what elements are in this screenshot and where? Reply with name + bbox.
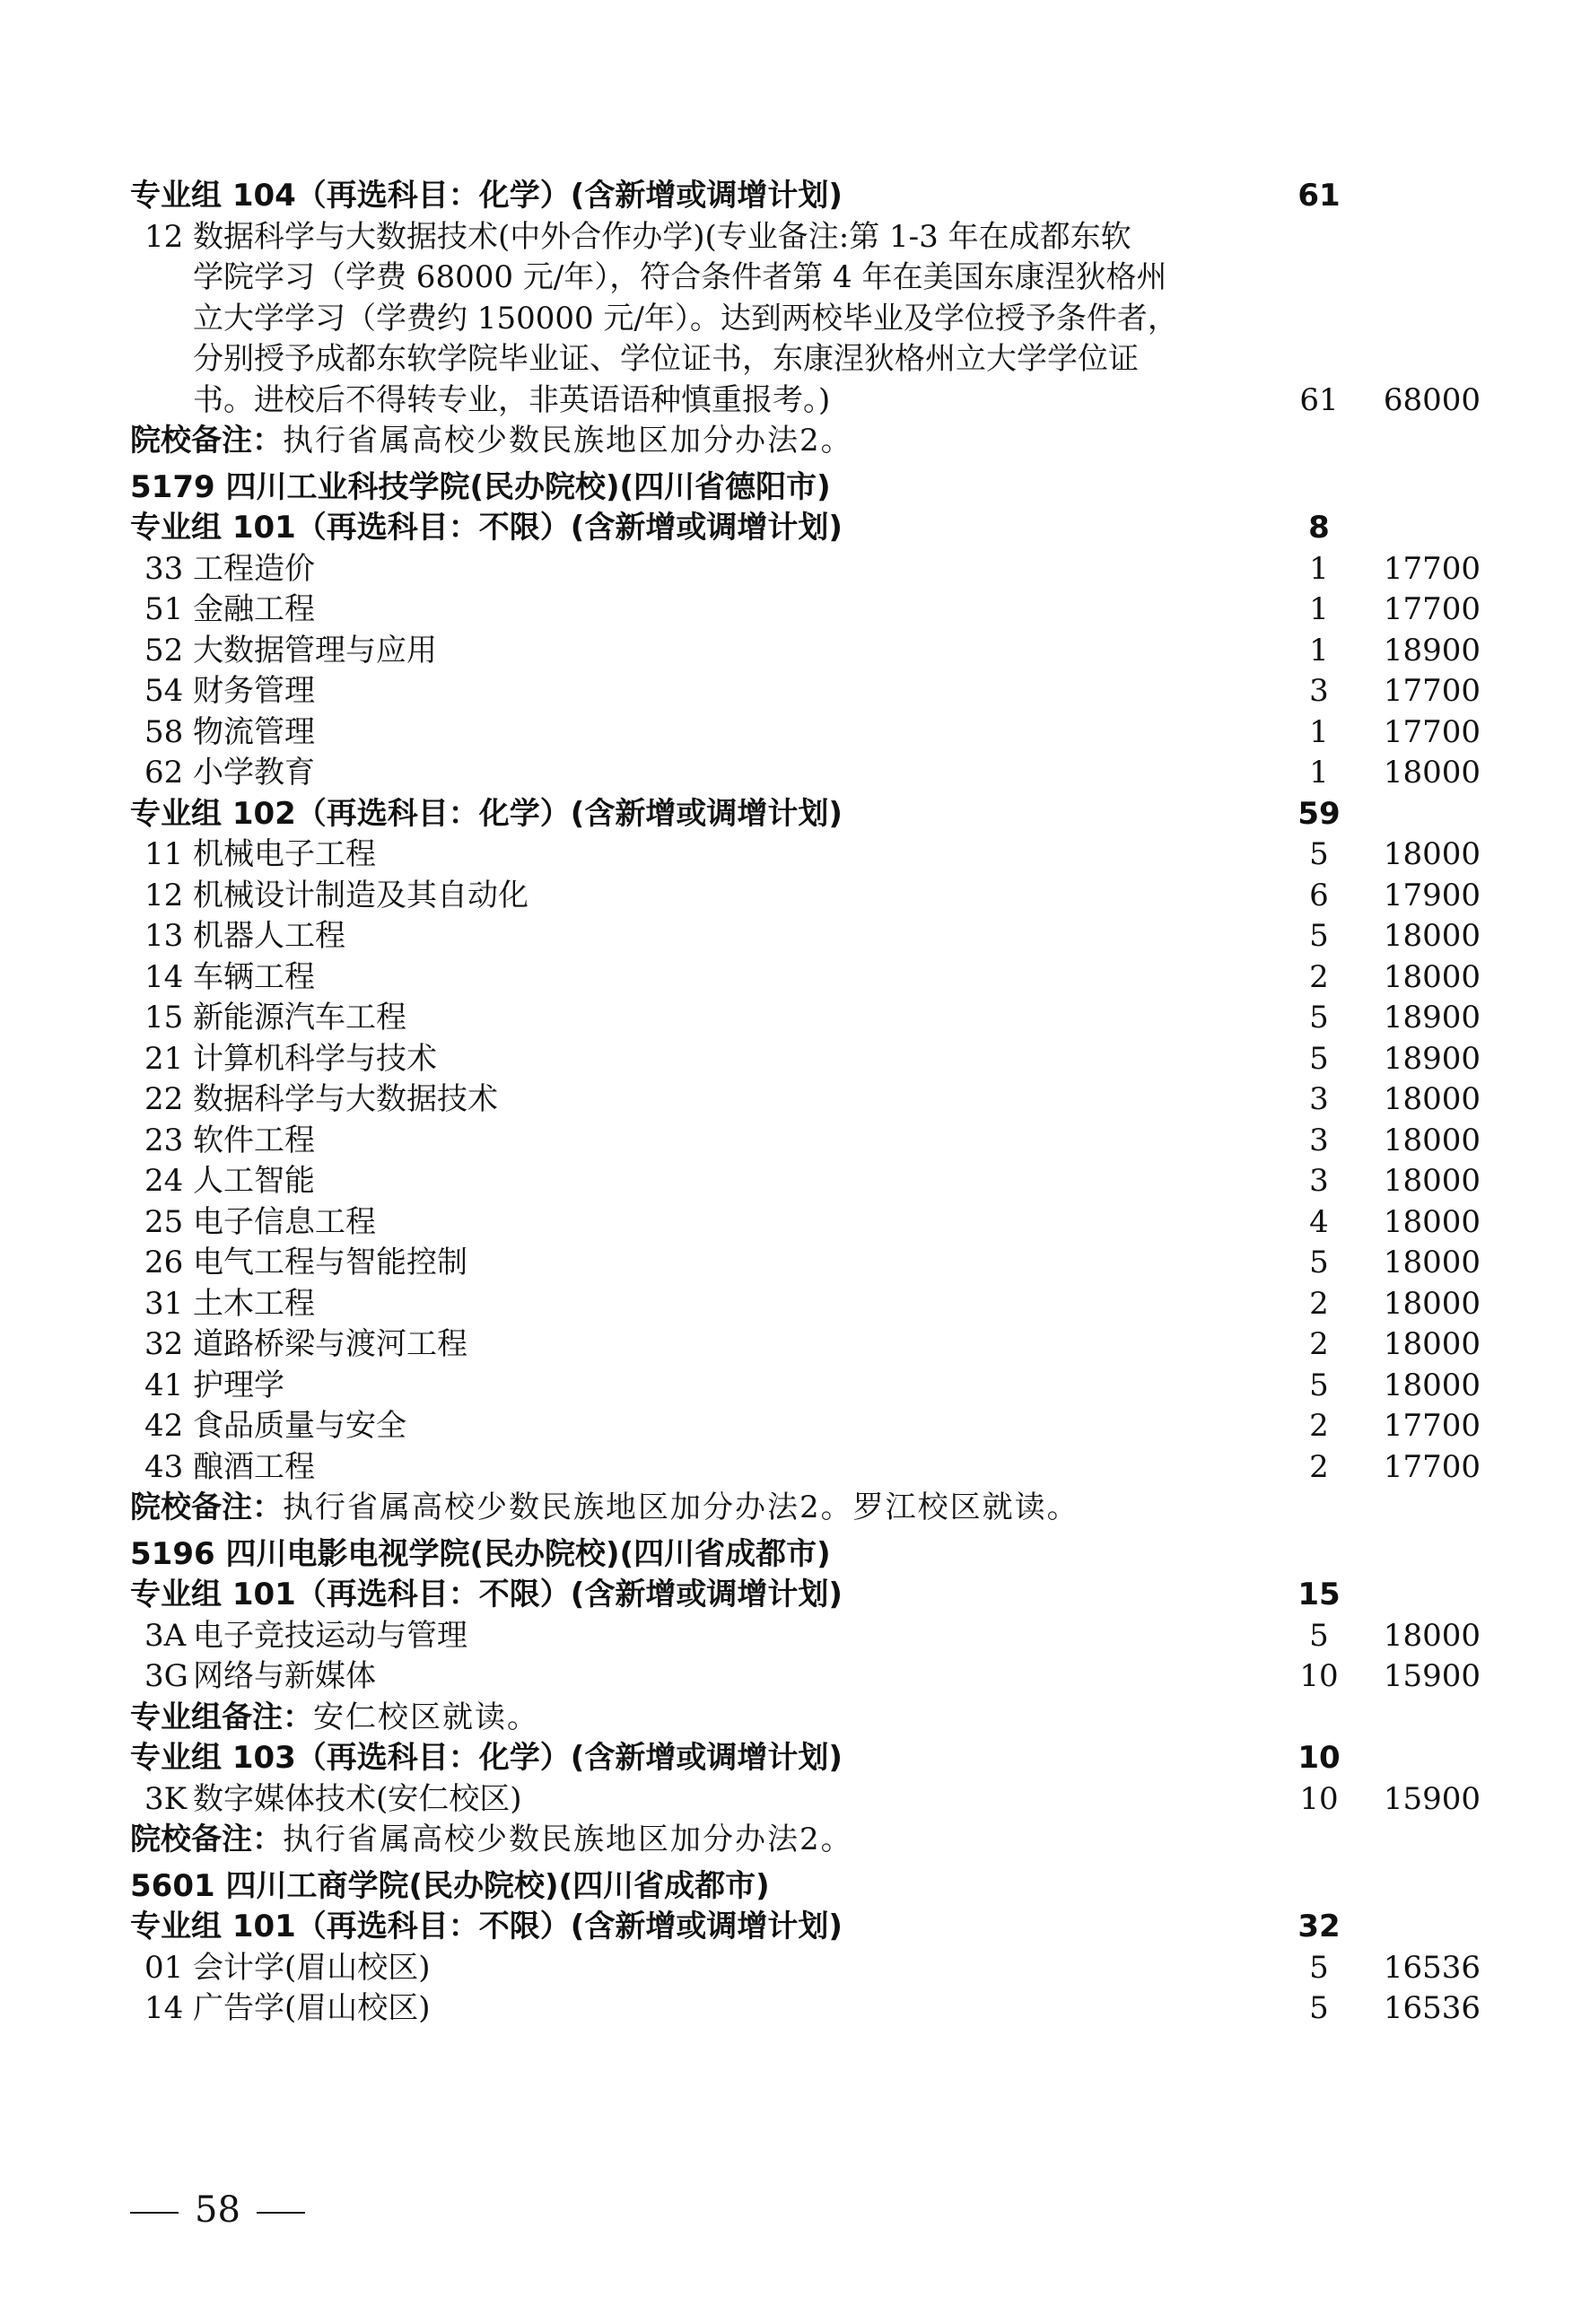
major-fee: 18000	[1383, 1617, 1481, 1654]
major-code: 15	[144, 1000, 184, 1035]
major-plan: 2	[1309, 1326, 1329, 1362]
major-name-line: 书。进校后不得转专业，非英语语种慎重报考。)	[193, 381, 831, 418]
school-name: 5196 四川电影电视学院(民办院校)(四川省成都市)	[130, 1535, 831, 1572]
major-fee: 17700	[1383, 1408, 1481, 1444]
major-code: 32	[144, 1326, 184, 1362]
major-fee: 18000	[1383, 836, 1481, 872]
major-fee: 17700	[1383, 1448, 1481, 1485]
major-row	[130, 1988, 1481, 2030]
major-fee: 17700	[1383, 591, 1481, 627]
major-code: 22	[144, 1081, 184, 1117]
major-fee: 18000	[1383, 1122, 1481, 1158]
school-header	[130, 1534, 1476, 1576]
major-row	[130, 916, 1481, 957]
major-code: 58	[144, 713, 184, 750]
major-code: 24	[144, 1163, 184, 1199]
major-group-header	[130, 176, 1476, 217]
major-plan: 5	[1309, 1617, 1329, 1654]
major-code: 14	[144, 1990, 184, 2026]
major-plan: 5	[1309, 1040, 1329, 1077]
major-code: 13	[144, 918, 184, 954]
page-footer	[130, 2189, 399, 2243]
major-plan: 3	[1309, 1163, 1329, 1199]
major-code: 52	[144, 632, 184, 668]
major-fee: 18000	[1383, 1245, 1481, 1280]
major-row	[130, 671, 1481, 712]
school-note	[130, 1488, 1476, 1529]
major-name: 广告学(眉山校区)	[193, 1990, 431, 2026]
major-fee: 18900	[1383, 1040, 1481, 1077]
major-fee: 18000	[1383, 1081, 1481, 1117]
major-name: 数据科学与大数据技术	[193, 1081, 498, 1117]
major-plan: 61	[1299, 381, 1339, 418]
major-code: 23	[144, 1122, 184, 1158]
major-code: 3K	[144, 1780, 188, 1817]
school-note-text: 执行省属高校少数民族地区加分办法2。	[283, 1822, 853, 1857]
major-name-line: 数据科学与大数据技术(中外合作办学)(专业备注:第 1-3 年在成都东软	[193, 218, 1131, 255]
group-plan-count: 59	[1297, 795, 1341, 832]
major-row	[130, 834, 1481, 876]
major-code: 25	[144, 1203, 184, 1240]
major-plan: 10	[1299, 1780, 1339, 1817]
major-code: 54	[144, 673, 184, 709]
major-code: 11	[144, 836, 184, 872]
major-fee: 18000	[1383, 918, 1481, 954]
major-code: 3G	[144, 1658, 188, 1694]
major-code: 43	[144, 1448, 184, 1485]
major-code: 14	[144, 958, 184, 995]
major-name: 金融工程	[193, 591, 315, 627]
school-note-label: 院校备注：	[130, 1490, 283, 1525]
major-name-line: 立大学学习（学费约 150000 元/年）。达到两校毕业及学位授予条件者，	[193, 300, 1178, 336]
major-group-header	[130, 1738, 1476, 1779]
major-row	[130, 1366, 1481, 1407]
major-row	[130, 998, 1481, 1039]
school-note	[130, 421, 1476, 462]
major-row	[130, 1284, 1481, 1325]
major-row	[130, 1406, 1481, 1447]
major-row	[130, 1243, 1481, 1284]
major-plan: 5	[1309, 836, 1329, 872]
major-name: 护理学	[193, 1367, 284, 1403]
major-plan: 5	[1309, 1367, 1329, 1403]
major-name-line: 学院学习（学费 68000 元/年），符合条件者第 4 年在美国东康涅狄格州	[193, 259, 1167, 295]
major-group-header	[130, 794, 1476, 835]
major-name: 计算机科学与技术	[193, 1040, 437, 1077]
major-name: 电子竞技运动与管理	[193, 1617, 467, 1654]
major-group-header	[130, 1907, 1476, 1948]
major-code: 12	[144, 877, 184, 913]
group-title: 专业组 104（再选科目：化学）(含新增或调增计划)	[130, 178, 843, 214]
major-name: 会计学(眉山校区)	[193, 1949, 431, 1986]
group-note-label: 专业组备注：	[130, 1699, 313, 1735]
major-name: 工程造价	[193, 550, 315, 587]
major-code: 21	[144, 1040, 184, 1077]
major-row	[130, 1039, 1481, 1080]
major-plan: 2	[1309, 1448, 1329, 1485]
school-note-label: 院校备注：	[130, 423, 283, 459]
footer-dash-right	[257, 2212, 305, 2214]
major-name: 财务管理	[193, 673, 315, 709]
major-row	[130, 712, 1481, 754]
major-name: 电子信息工程	[193, 1203, 376, 1240]
school-note-line	[130, 1488, 1079, 1529]
major-fee: 18000	[1383, 1163, 1481, 1199]
major-fee: 18000	[1383, 958, 1481, 995]
major-plan: 6	[1309, 877, 1329, 913]
major-code: 33	[144, 550, 184, 587]
major-code: 62	[144, 755, 184, 791]
admission-plan-table	[130, 176, 1481, 2030]
major-fee: 18000	[1383, 1367, 1481, 1403]
major-row	[130, 1447, 1481, 1489]
group-plan-count: 15	[1297, 1577, 1341, 1612]
major-plan: 10	[1299, 1658, 1339, 1694]
major-fee: 15900	[1383, 1658, 1481, 1694]
school-note	[130, 1820, 1476, 1861]
group-title: 专业组 101（再选科目：不限）(含新增或调增计划)	[130, 510, 843, 546]
major-fee: 17700	[1383, 713, 1481, 750]
major-name: 软件工程	[193, 1122, 315, 1158]
major-row	[130, 1948, 1481, 1989]
major-row	[130, 380, 1481, 422]
major-name: 物流管理	[193, 713, 315, 750]
major-name: 土木工程	[193, 1285, 315, 1322]
major-fee: 17900	[1383, 877, 1481, 913]
major-name: 大数据管理与应用	[193, 632, 437, 668]
major-name: 电气工程与智能控制	[193, 1245, 467, 1280]
group-title: 专业组 101（再选科目：不限）(含新增或调增计划)	[130, 1577, 843, 1612]
major-plan: 5	[1309, 1990, 1329, 2026]
school-header	[130, 1866, 1476, 1908]
major-plan: 3	[1309, 1122, 1329, 1158]
major-code: 41	[144, 1367, 184, 1403]
school-note-line	[130, 1820, 853, 1861]
major-plan: 1	[1309, 550, 1329, 587]
major-code: 42	[144, 1408, 184, 1444]
major-name: 机械设计制造及其自动化	[193, 877, 529, 913]
group-title: 专业组 101（再选科目：不限）(含新增或调增计划)	[130, 1909, 843, 1944]
group-title: 专业组 102（再选科目：化学）(含新增或调增计划)	[130, 795, 843, 832]
school-note-label: 院校备注：	[130, 1822, 283, 1857]
major-row	[130, 217, 1476, 258]
major-row	[130, 590, 1481, 631]
major-fee: 16536	[1383, 1949, 1481, 1986]
school-note-text: 执行省属高校少数民族地区加分办法2。罗江校区就读。	[283, 1490, 1079, 1525]
page-number: 58	[195, 2189, 240, 2231]
major-name: 车辆工程	[193, 958, 315, 995]
major-name: 数字媒体技术(安仁校区)	[193, 1780, 522, 1817]
group-plan-count: 61	[1297, 178, 1341, 214]
major-plan: 5	[1309, 1949, 1329, 1986]
major-row	[130, 1121, 1481, 1162]
major-plan: 3	[1309, 673, 1329, 709]
major-fee: 17700	[1383, 550, 1481, 587]
major-plan: 1	[1309, 713, 1329, 750]
major-name: 新能源汽车工程	[193, 1000, 406, 1035]
major-fee: 16536	[1383, 1990, 1481, 2026]
school-name: 5179 四川工业科技学院(民办院校)(四川省德阳市)	[130, 468, 831, 505]
major-fee: 18000	[1383, 1203, 1481, 1240]
major-row	[130, 631, 1481, 672]
major-fee: 68000	[1383, 381, 1481, 418]
major-row	[130, 1324, 1481, 1366]
major-row	[130, 1161, 1481, 1202]
major-plan: 2	[1309, 1408, 1329, 1444]
major-row	[130, 299, 1476, 340]
major-row	[130, 1202, 1481, 1244]
major-row	[130, 339, 1476, 380]
major-fee: 15900	[1383, 1780, 1481, 1817]
group-plan-count: 32	[1297, 1909, 1341, 1944]
major-name: 小学教育	[193, 755, 315, 791]
major-code: 26	[144, 1245, 184, 1280]
major-plan: 2	[1309, 958, 1329, 995]
major-row	[130, 1079, 1481, 1121]
major-name-line: 分别授予成都东软学院毕业证、学位证书，东康涅狄格州立大学学位证	[193, 341, 1139, 377]
major-code: 01	[144, 1949, 184, 1986]
major-fee: 18900	[1383, 632, 1481, 668]
school-header	[130, 467, 1476, 509]
major-group-header	[130, 1575, 1476, 1616]
major-code: 12	[144, 218, 184, 255]
major-row	[130, 1779, 1481, 1821]
major-name: 机器人工程	[193, 918, 345, 954]
major-fee: 18000	[1383, 1326, 1481, 1362]
major-group-header	[130, 508, 1476, 549]
major-row	[130, 753, 1481, 794]
footer-dash-left	[130, 2212, 179, 2214]
major-plan: 5	[1309, 1245, 1329, 1280]
major-plan: 5	[1309, 918, 1329, 954]
major-row	[130, 957, 1481, 999]
major-fee: 18900	[1383, 1000, 1481, 1035]
major-row	[130, 258, 1476, 299]
major-name: 食品质量与安全	[193, 1408, 406, 1444]
major-plan: 5	[1309, 1000, 1329, 1035]
group-title: 专业组 103（再选科目：化学）(含新增或调增计划)	[130, 1740, 843, 1776]
major-row	[130, 1656, 1481, 1698]
major-name: 酿酒工程	[193, 1448, 315, 1485]
major-code: 3A	[144, 1617, 187, 1654]
group-note	[130, 1698, 1476, 1739]
major-plan: 1	[1309, 755, 1329, 791]
major-row	[130, 1616, 1481, 1657]
major-name: 人工智能	[193, 1163, 315, 1199]
major-fee: 18000	[1383, 1285, 1481, 1322]
school-note-text: 执行省属高校少数民族地区加分办法2。	[283, 423, 853, 459]
major-plan: 2	[1309, 1285, 1329, 1322]
major-row	[130, 876, 1481, 917]
major-code: 51	[144, 591, 184, 627]
major-name: 机械电子工程	[193, 836, 376, 872]
group-note-text: 安仁校区就读。	[313, 1699, 539, 1735]
major-fee: 17700	[1383, 673, 1481, 709]
major-name: 网络与新媒体	[193, 1658, 376, 1694]
school-note-line	[130, 421, 853, 462]
major-code: 31	[144, 1285, 184, 1322]
group-plan-count: 10	[1297, 1740, 1341, 1776]
major-plan: 3	[1309, 1081, 1329, 1117]
major-row	[130, 549, 1481, 590]
major-plan: 1	[1309, 632, 1329, 668]
major-plan: 1	[1309, 591, 1329, 627]
group-plan-count: 8	[1308, 510, 1330, 546]
group-note-line	[130, 1698, 539, 1739]
school-name: 5601 四川工商学院(民办院校)(四川省成都市)	[130, 1867, 770, 1904]
major-plan: 4	[1309, 1203, 1329, 1240]
major-fee: 18000	[1383, 755, 1481, 791]
major-name: 道路桥梁与渡河工程	[193, 1326, 467, 1362]
